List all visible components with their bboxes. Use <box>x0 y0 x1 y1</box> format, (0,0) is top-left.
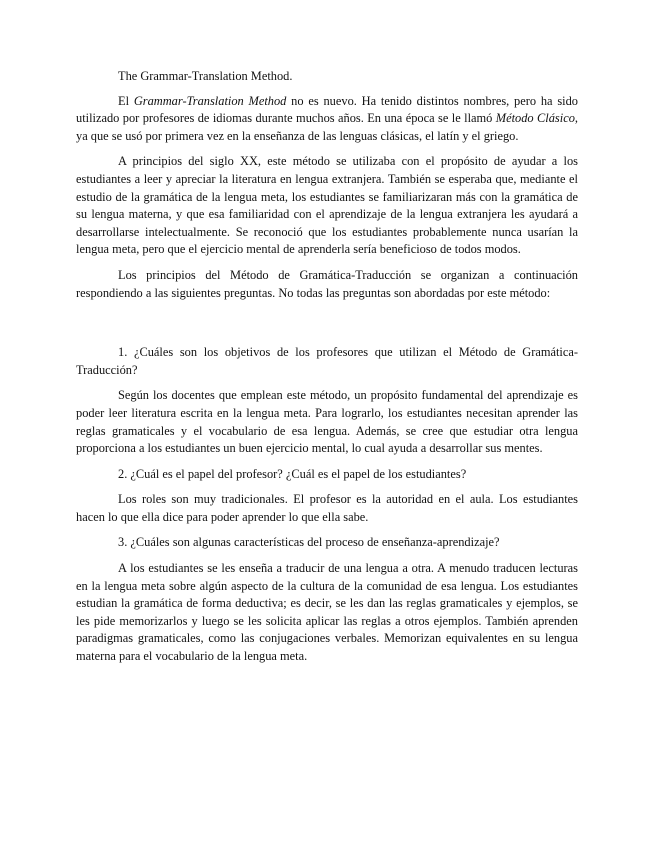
document-page <box>76 68 578 674</box>
answer-2: Los roles son muy tradicionales. El profesor es la autoridad en el aula. Los estudiantes hacen lo que ella dice para poder aprender lo que ella sabe. <box>76 492 578 524</box>
question-3: 3. ¿Cuáles son algunas características del proceso de enseñanza-aprendizaje? <box>118 535 500 550</box>
answer-3: A los estudiantes se les enseña a traducir de una lengua a otra. A menudo traducen lecturas en la lengua meta sobre algún aspecto de la cultura de la comunidad de esa lengua. Los estudiantes estudian la gramática de forma deductiva; es decir, se les dan las reglas gramaticales y ejemplos, se les pide memorizarlos y luego se les solicita aplicar las reglas a otros ejemplos. También aprenden paradigmas gramaticales, como las conjugaciones verbales. Memorizan equivalentes en su lengua materna para el vocabulario de la lengua meta. <box>76 561 578 664</box>
question-1: 1. ¿Cuáles son los objetivos de los profesores que utilizan el Método de Gramática-Traducción? <box>76 345 578 377</box>
section-spacer <box>76 310 578 344</box>
intro-paragraph-2: A principios del siglo XX, este método se utilizaba con el propósito de ayudar a los estudiantes a leer y apreciar la literatura en lengua extranjera. También se esperaba que, mediante el estudio de la gramática de la lengua meta, los estudiantes se familiarizaran más con la gramática de su lengua materna, y que esa familiaridad con el aprendizaje de la lengua extranjera les ayudará a desarrollarse intelectualmente. Se reconoció que los estudiantes probablemente nunca usarían la lengua meta, pero que el ejercicio mental de aprenderla sería beneficioso de todos modos. <box>76 154 578 257</box>
intro-p1-text-b: no es nuevo. Ha tenido distintos nombres, pero ha sido utilizado por profesores de idiomas durante muchos años. En una época se le llamó <box>76 93 579 126</box>
intro-p1-emphasis-method: Grammar-Translation Method <box>133 93 287 108</box>
intro-p1-text-c: , ya que se usó por primera vez en la enseñanza de las lenguas clásicas, el latín y el griego. <box>76 111 579 143</box>
intro-p1-text-a: El <box>118 93 134 108</box>
intro-paragraph-1 <box>76 93 578 146</box>
intro-paragraph-3: Los principios del Método de Gramática-Traducción se organizan a continuación respondiendo a las siguientes preguntas. No todas las preguntas son abordadas por este método: <box>76 267 578 300</box>
intro-p1-emphasis-classic: Método Clásico <box>495 111 575 126</box>
answer-1: Según los docentes que emplean este método, un propósito fundamental del aprendizaje es poder leer literatura escrita en la lengua meta. Para lograrlo, los estudiantes necesitan aprender las reglas gramaticales y el vocabulario de esa lengua. Además, se cree que estudiar otra lengua proporciona a los estudiantes un buen ejercicio mental, lo cual ayuda a desarrollar sus mentes. <box>76 388 578 456</box>
question-2: 2. ¿Cuál es el papel del profesor? ¿Cuál es el papel de los estudiantes? <box>118 466 467 481</box>
document-title: The Grammar-Translation Method. <box>118 69 293 83</box>
